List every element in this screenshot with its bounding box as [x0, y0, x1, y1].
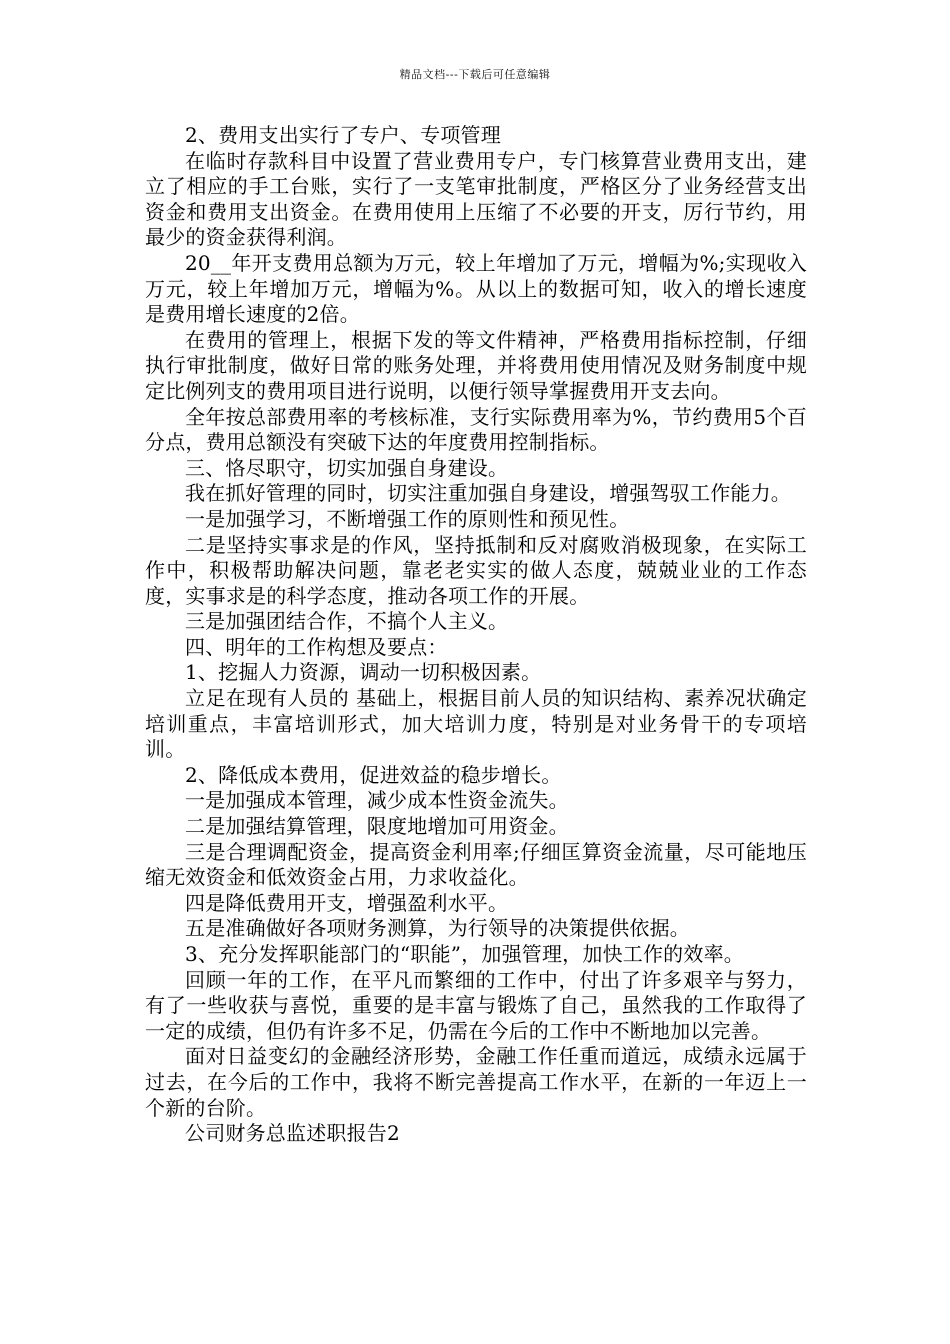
document-body [145, 123, 807, 1147]
paragraph-expense-totals: 20__年开支费用总额为万元，较上年增加了万元，增幅为%;实现收入万元，较上年增加万元，增幅为%。从以上的数据可知，收入的增长速度是费用增长速度的2倍。 [145, 250, 807, 327]
heading-self-building: 三、恪尽职守，切实加强自身建设。 [185, 455, 509, 480]
paragraph-expense-control: 在费用的管理上，根据下发的等文件精神，严格费用指标控制，仔细执行审批制度，做好日常的账务处理，并将费用使用情况及财务制度中规定比例列支的费用项目进行说明，以便行领导掌握费用开支去向。 [145, 327, 807, 403]
paragraph-expense-account: 在临时存款科目中设置了营业费用专户，专门核算营业费用支出，建立了相应的手工台账，实行了一支笔审批制度，严格区分了业务经营支出资金和费用支出资金。在费用使用上压缩了不必要的开支，厉行节约，用最少的资金获得利润。 [145, 148, 807, 250]
heading-next-year-plan: 四、明年的工作构想及要点： [185, 634, 448, 659]
paragraph-cost-management: 一是加强成本管理，减少成本性资金流失。 [185, 788, 569, 813]
paragraph-teamwork: 三是加强团结合作，不搞个人主义。 [185, 609, 509, 634]
paragraph-training: 立足在现有人员的 基础上，根据目前人员的知识结构、素养况状确定培训重点，丰富培训形式，加大培训力度，特别是对业务骨干的专项培训。 [145, 686, 807, 762]
heading-expense-management: 2、费用支出实行了专户、专项管理 [185, 123, 501, 147]
heading-human-resources: 1、挖掘人力资源，调动一切积极因素。 [185, 660, 542, 685]
heading-report-2: 公司财务总监述职报告2 [185, 1121, 400, 1146]
paragraph-expense-rate: 全年按总部费用率的考核标准，支行实际费用率为%，节约费用5个百分点，费用总额没有突破下达的年度费用控制指标。 [145, 404, 807, 455]
heading-department-function: 3、充分发挥职能部门的“职能”，加强管理，加快工作的效率。 [185, 942, 744, 966]
paragraph-self-building: 我在抓好管理的同时，切实注重加强自身建设，增强驾驭工作能力。 [185, 481, 791, 506]
paragraph-outlook: 面对日益变幻的金融经济形势，金融工作任重而道远，成绩永远属于过去，在今后的工作中，我将不断完善提高工作水平，在新的一年迈上一个新的台阶。 [145, 1044, 807, 1120]
heading-reduce-costs: 2、降低成本费用，促进效益的稳步增长。 [185, 762, 562, 787]
paragraph-learning: 一是加强学习，不断增强工作的原则性和预见性。 [185, 506, 630, 531]
paragraph-fund-allocation: 三是合理调配资金，提高资金利用率;仔细匡算资金流量，尽可能地压缩无效资金和低效资金占用，力求收益化。 [145, 839, 807, 890]
paragraph-reduce-expenses: 四是降低费用开支，增强盈利水平。 [185, 890, 509, 915]
paragraph-financial-forecast: 五是准确做好各项财务测算，为行领导的决策提供依据。 [185, 916, 690, 941]
page-header-note: 精品文档---下载后可任意编辑 [399, 68, 551, 81]
paragraph-settlement-management: 二是加强结算管理，限度地增加可用资金。 [185, 814, 569, 839]
paragraph-work-style: 二是坚持实事求是的作风，坚持抵制和反对腐败消极现象，在实际工作中，积极帮助解决问题，靠老老实实的做人态度，兢兢业业的工作态度，实事求是的科学态度，推动各项工作的开展。 [145, 532, 807, 608]
paragraph-review: 回顾一年的工作，在平凡而繁细的工作中，付出了许多艰辛与努力，有了一些收获与喜悦，重要的是丰富与锻炼了自己，虽然我的工作取得了一定的成绩，但仍有许多不足，仍需在今后的工作中不断地加以完善。 [145, 967, 807, 1043]
